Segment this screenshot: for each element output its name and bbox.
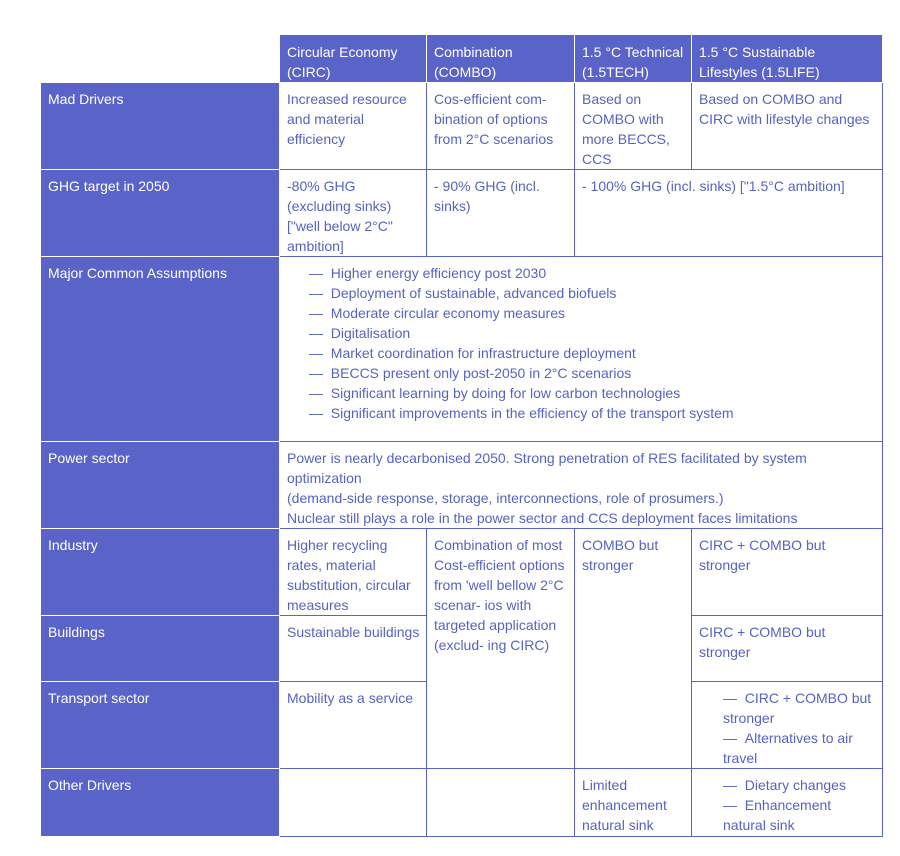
row-ghg: [41, 170, 883, 257]
assumption-item: — BECCS present only post-2050 in 2°C scenarios: [309, 363, 876, 383]
cell-mad-life: Based on COMBO and CIRC with lifestyle changes: [692, 83, 883, 170]
transport-life-item: — CIRC + COMBO but stronger: [723, 688, 876, 728]
cell-other-combo: [427, 769, 575, 837]
cell-power: [280, 442, 883, 529]
cell-ghg-combo: - 90% GHG (incl. sinks): [427, 170, 575, 257]
col-header-tech: 1.5 °C Technical (1.5TECH): [575, 35, 692, 83]
scenario-table: [40, 34, 883, 837]
power-line: Power is nearly decarbonised 2050. Strong penetration of RES facilitated by system optimization: [287, 450, 807, 486]
cell-other-circ: [280, 769, 427, 837]
other-life-item: — Enhancement natural sink: [723, 795, 876, 835]
row-label-assumptions: Major Common Assumptions: [41, 257, 280, 442]
assumption-item: — Higher energy efficiency post 2030: [309, 263, 876, 283]
cell-mad-combo: Cos-efficient com- bination of options from 2°C scenarios: [427, 83, 575, 170]
cell-industry-life: CIRC + COMBO but stronger: [692, 529, 883, 616]
assumption-item: — Deployment of sustainable, advanced biofuels: [309, 283, 876, 303]
row-label-industry: Industry: [41, 529, 280, 616]
cell-mad-circ: Increased resource and material efficiency: [280, 83, 427, 170]
cell-industry-tech: COMBO but stronger: [575, 529, 692, 769]
col-header-circ: Circular Economy (CIRC): [280, 35, 427, 83]
row-assumptions: [41, 257, 883, 442]
assumption-item: — Significant improvements in the efficiency of the transport system: [309, 403, 876, 423]
row-label-transport: Transport sector: [41, 682, 280, 769]
other-life-list: [699, 775, 876, 835]
header-corner: [41, 35, 280, 83]
cell-other-life: [692, 769, 883, 837]
col-header-life: 1.5 °C Sustainable Lifestyles (1.5LIFE): [692, 35, 883, 83]
assumption-item: — Market coordination for infrastructure deployment: [309, 343, 876, 363]
assumption-item: — Significant learning by doing for low carbon technologies: [309, 383, 876, 403]
cell-industry-combo: Combination of most Cost-efficient options from 'well bellow 2°C scenar- ios with targeted application (exclud- ing CIRC): [427, 529, 575, 769]
row-label-ghg: GHG target in 2050: [41, 170, 280, 257]
power-line: Nuclear still plays a role in the power sector and CCS deployment faces limitations: [287, 510, 798, 526]
cell-mad-tech: Based on COMBO with more BECCS, CCS: [575, 83, 692, 170]
row-label-other: Other Drivers: [41, 769, 280, 837]
cell-industry-circ: Higher recycling rates, material substitution, circular measures: [280, 529, 427, 616]
assumption-item: — Digitalisation: [309, 323, 876, 343]
cell-ghg-tech-life: - 100% GHG (incl. sinks) ["1.5°C ambition]: [575, 170, 883, 257]
row-mad-drivers: [41, 83, 883, 170]
row-label-buildings: Buildings: [41, 616, 280, 682]
transport-life-list: [699, 688, 876, 768]
row-industry: [41, 529, 883, 616]
cell-buildings-life: CIRC + COMBO but stronger: [692, 616, 883, 682]
cell-buildings-circ: Sustainable buildings: [280, 616, 427, 682]
transport-life-item: — Alternatives to air travel: [723, 728, 876, 768]
header-row: [41, 35, 883, 83]
row-power: [41, 442, 883, 529]
row-label-power: Power sector: [41, 442, 280, 529]
cell-other-tech: Limited enhancement natural sink: [575, 769, 692, 837]
cell-transport-circ: Mobility as a service: [280, 682, 427, 769]
cell-transport-life: [692, 682, 883, 769]
cell-assumptions: [280, 257, 883, 442]
row-label-mad-drivers: Mad Drivers: [41, 83, 280, 170]
assumptions-list: [287, 263, 876, 423]
power-line: (demand-side response, storage, interconnections, role of prosumers.): [287, 490, 724, 506]
cell-ghg-circ: -80% GHG (excluding sinks) ["well below 2°C" ambition]: [280, 170, 427, 257]
other-life-item: — Dietary changes: [723, 775, 876, 795]
row-other: [41, 769, 883, 837]
col-header-combo: Combination (COMBO): [427, 35, 575, 83]
assumption-item: — Moderate circular economy measures: [309, 303, 876, 323]
